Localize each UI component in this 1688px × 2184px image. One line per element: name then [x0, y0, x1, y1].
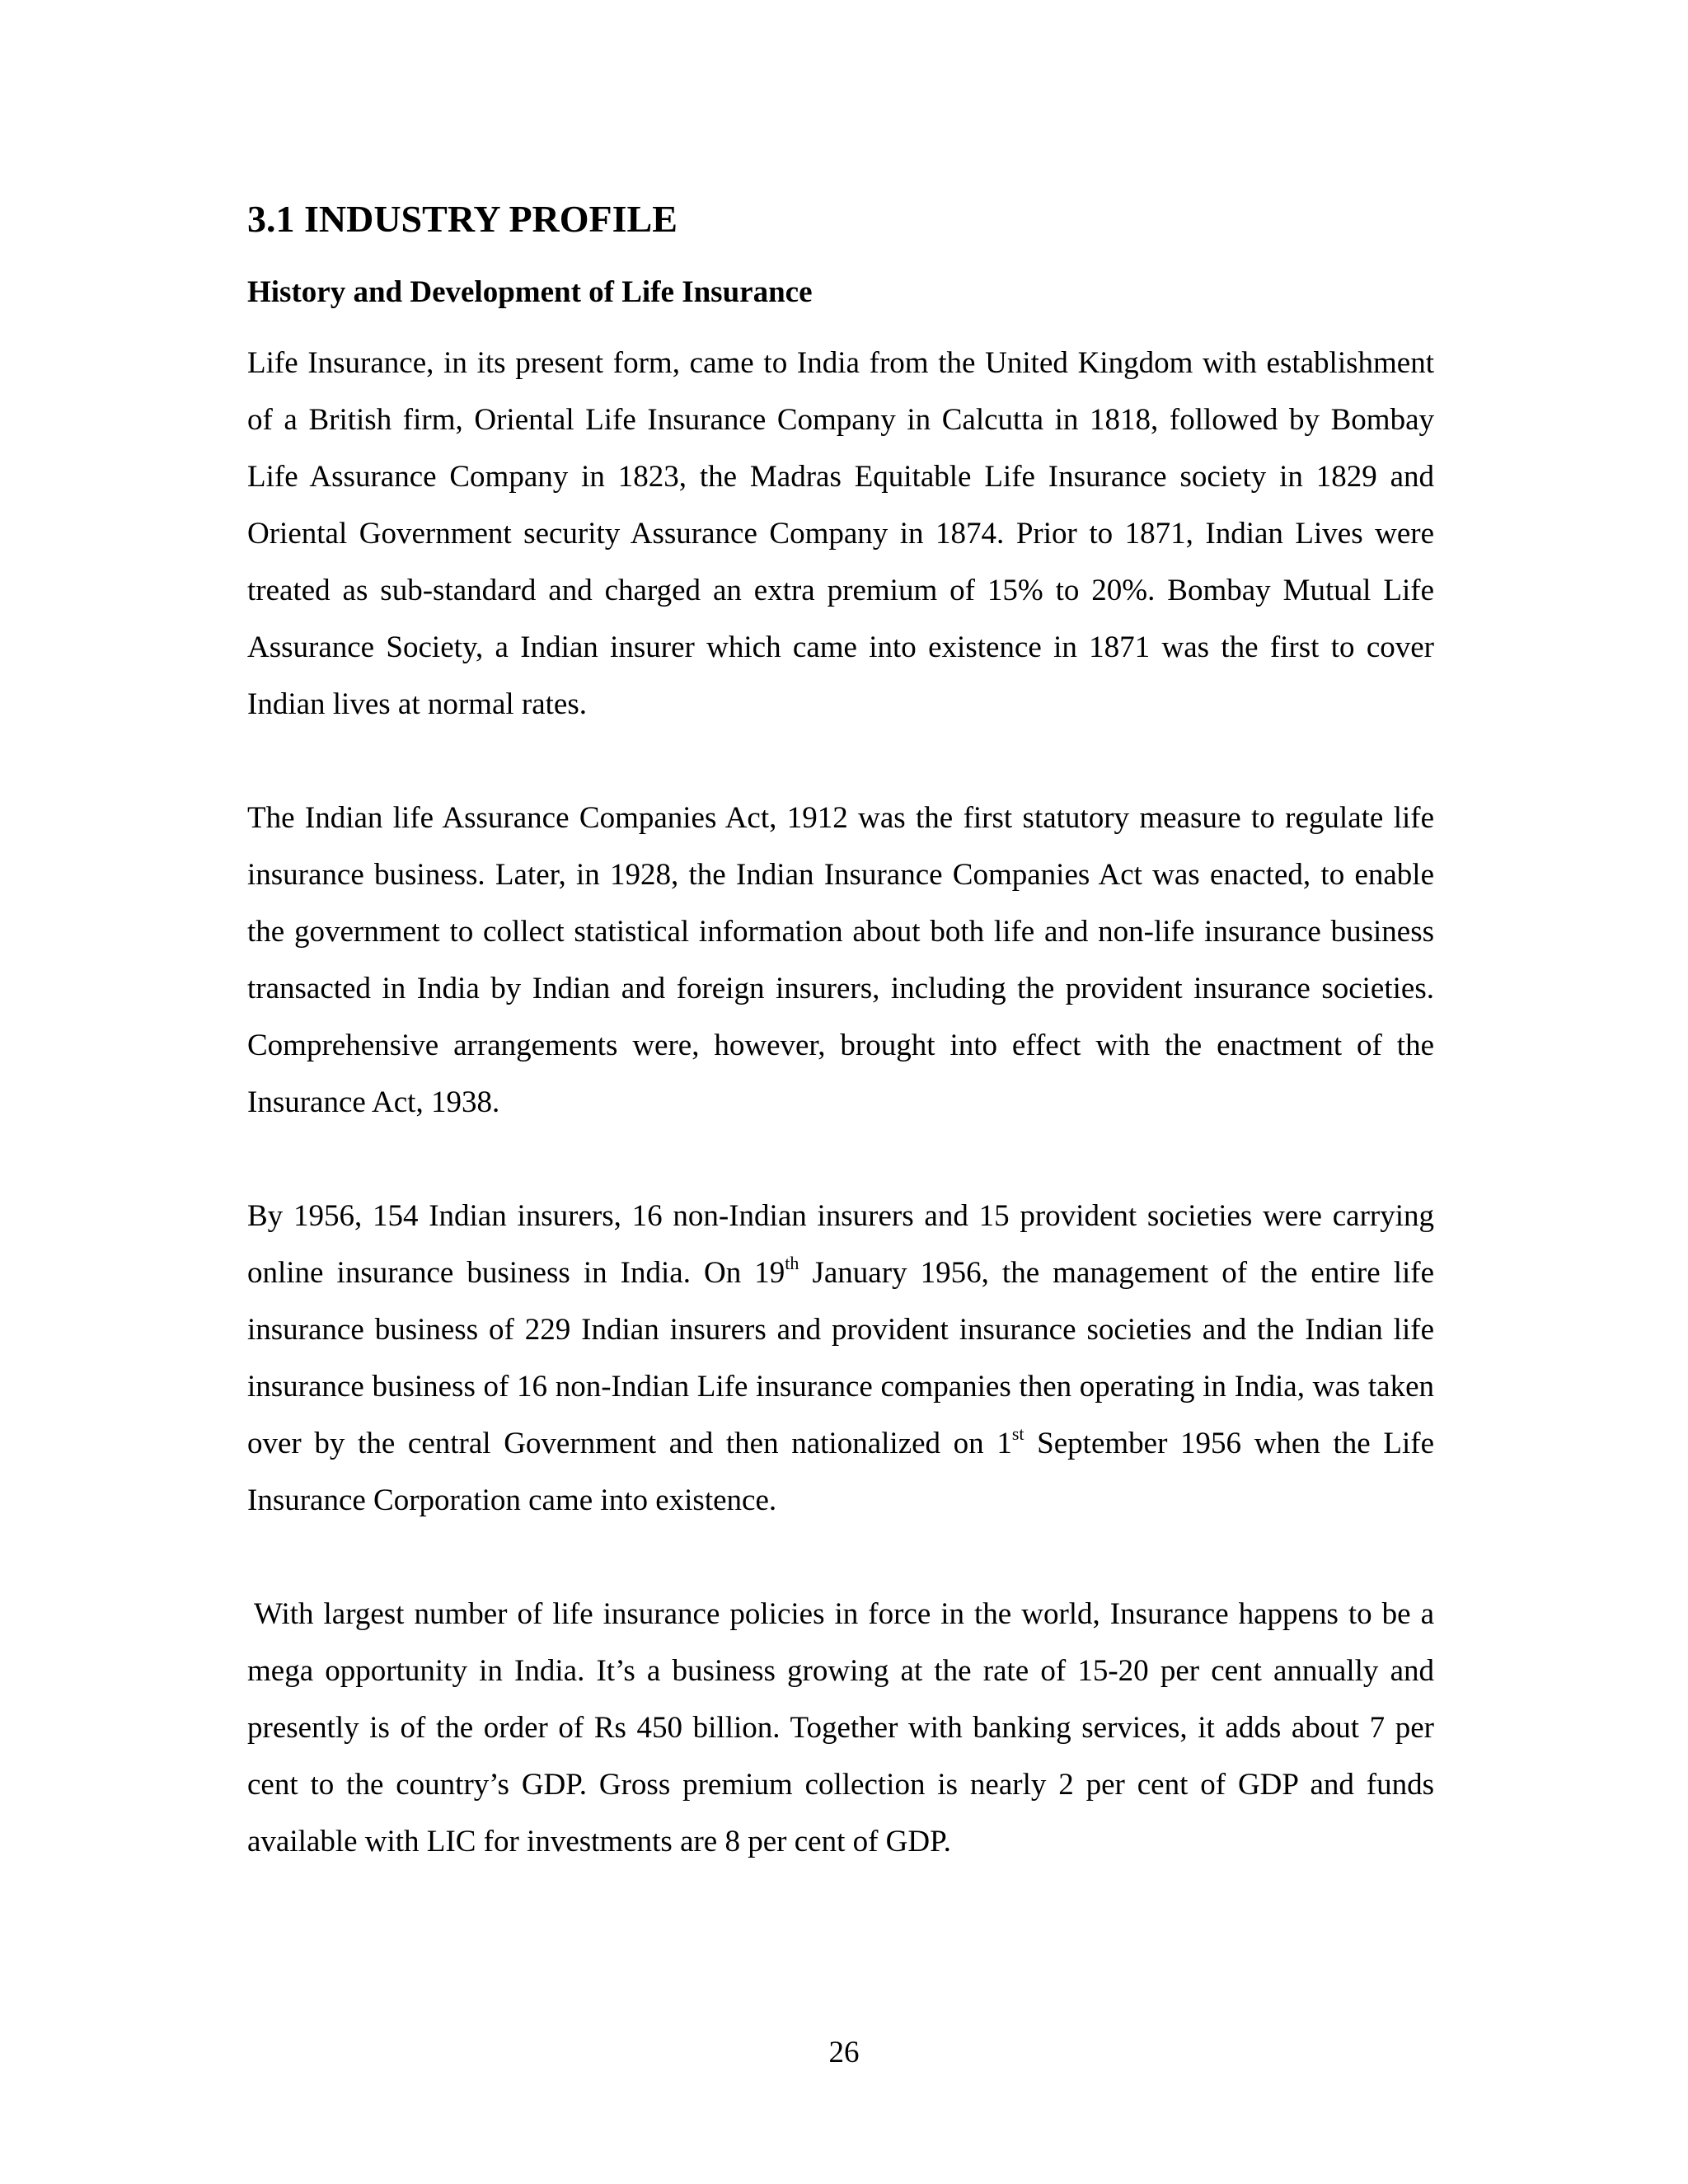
- paragraph-2: The Indian life Assurance Companies Act, 1912 was the first statutory measure to regulate life insurance business. Later, in 1928, the Indian Insurance Companies Act was enacted, to enable the government to collect statistical information about both life and non-life insurance business transacted in India by Indian and foreign insurers, including the provident insurance societies. Comprehensive arrangements were, however, brought into effect with the enactment of the Insurance Act, 1938.: [247, 801, 1434, 1119]
- section-title: 3.1 INDUSTRY PROFILE: [247, 198, 678, 240]
- ordinal-suffix-st: st: [1011, 1423, 1025, 1444]
- paragraph-1: Life Insurance, in its present form, came to India from the United Kingdom with establishment of a British firm, Oriental Life Insurance Company in Calcutta in 1818, followed by Bombay Life Assurance Company in 1823, the Madras Equitable Life Insurance society in 1829 and Oriental Government security Assurance Company in 1874. Prior to 1871, Indian Lives were treated as sub-standard and charged an extra premium of 15% to 20%. Bombay Mutual Life Assurance Society, a Indian insurer which came into existence in 1871 was the first to cover Indian lives at normal rates.: [247, 346, 1434, 721]
- paragraph-3-text-c: September 1956 when the Life Insurance Corporation came into existence.: [247, 1427, 1434, 1517]
- page-content: [247, 194, 1434, 1870]
- paragraph-4: With largest number of life insurance policies in force in the world, Insurance happens to be a mega opportunity in India. It’s a business growing at the rate of 15-20 per cent annually and presently is of the order of Rs 450 billion. Together with banking services, it adds about 7 per cent to the country’s GDP. Gross premium collection is nearly 2 per cent of GDP and funds available with LIC for investments are 8 per cent of GDP.: [247, 1597, 1434, 1858]
- paragraph-3-text-a: By 1956, 154 Indian insurers, 16 non-Indian insurers and 15 provident societies were carrying online insurance business in India. On 19: [247, 1199, 1434, 1290]
- subsection-title: History and Development of Life Insurance: [247, 275, 813, 309]
- page-number: 26: [828, 2036, 860, 2069]
- paragraph-3-text-b: January 1956, the management of the entire life insurance business of 229 Indian insurers and provident insurance societies and the Indian life insurance business of 16 non-Indian Life insurance companies then operating in India, was taken over by the central Government and then nationalized on 1: [247, 1256, 1435, 1460]
- paragraph-3: [247, 1188, 1434, 1529]
- ordinal-suffix-th: th: [785, 1253, 799, 1273]
